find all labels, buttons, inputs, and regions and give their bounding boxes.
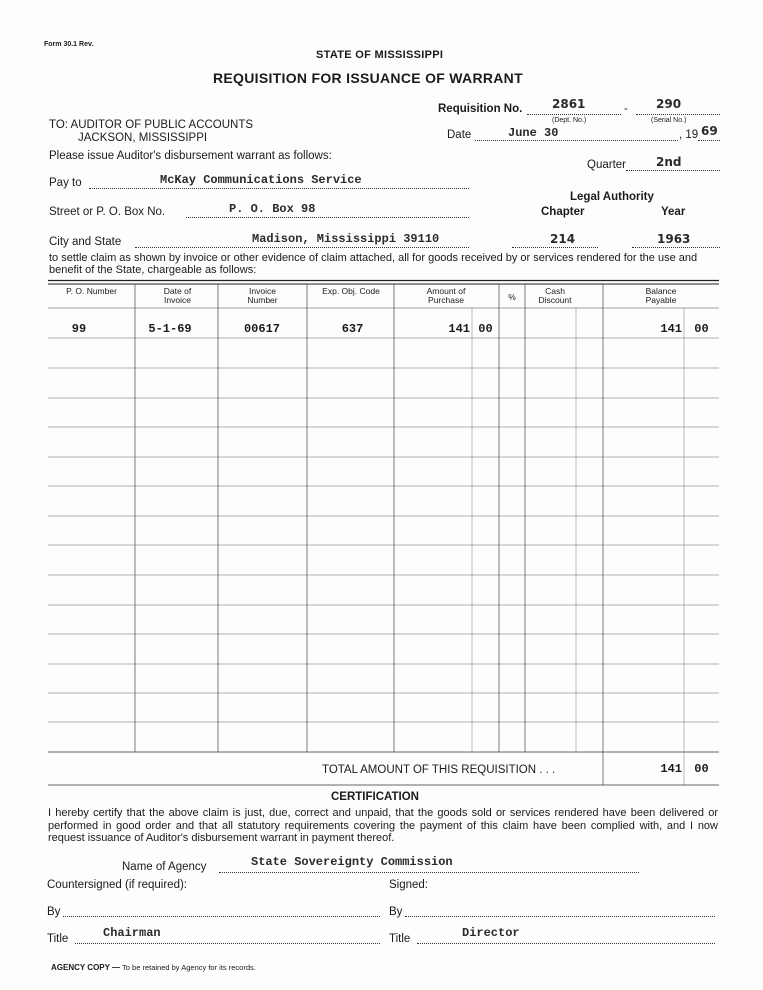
- date-value: June 30: [508, 126, 559, 140]
- title-value-right: Director: [462, 926, 520, 940]
- title-value-left: Chairman: [103, 926, 161, 940]
- title-label-left: Title: [47, 933, 69, 945]
- header-exp-obj-code: Exp. Obj. Code: [322, 286, 380, 296]
- street-value: P. O. Box 98: [229, 202, 316, 216]
- instruction-text: Please issue Auditor's disbursement warrant as follows:: [49, 150, 332, 162]
- cell-balance-dollars: 141: [660, 322, 682, 336]
- city-value: Madison, Mississippi 39110: [252, 232, 440, 246]
- title-label-right: Title: [389, 933, 411, 945]
- agency-value: State Sovereignty Commission: [251, 855, 453, 869]
- serial-number: 290: [656, 97, 682, 111]
- signed-label: Signed:: [389, 879, 429, 891]
- cell-exp-obj-code: 637: [341, 322, 364, 336]
- cell-balance-cents: 00: [694, 322, 709, 336]
- pay-to-label: Pay to: [49, 177, 82, 189]
- total-cents: 00: [694, 762, 709, 776]
- dept-caption: (Dept. No.): [552, 117, 587, 124]
- form-title: REQUISITION FOR ISSUANCE OF WARRANT: [213, 70, 523, 86]
- footer-rest: To be retained by Agency for its records.: [122, 963, 256, 972]
- cell-po-number: 99: [71, 322, 87, 336]
- date-label: Date: [447, 129, 472, 141]
- year-value: 69: [701, 124, 718, 138]
- header-amount-of-purchase: Amount of Purchase: [426, 286, 466, 305]
- header-percent: %: [508, 292, 516, 302]
- settle-text: to settle claim as shown by invoice or other evidence of claim attached, all for goods received by or services rendered for the use and benefit of the State, chargeable as follows:: [49, 252, 698, 276]
- year-prefix: , 19: [679, 129, 699, 141]
- to-line-2: JACKSON, MISSISSIPPI: [78, 132, 208, 144]
- quarter-label: Quarter: [587, 159, 626, 171]
- cell-amount-dollars: 141: [448, 322, 470, 336]
- countersigned-label: Countersigned (if required):: [47, 879, 187, 891]
- header-invoice-number: Invoice Number: [247, 286, 278, 305]
- certification-title: CERTIFICATION: [331, 791, 419, 803]
- cell-date-of-invoice: 5-1-69: [148, 322, 192, 336]
- requisition-dash: -: [624, 103, 628, 115]
- footer-note: [51, 963, 256, 972]
- chapter-label: Chapter: [541, 206, 585, 218]
- legal-authority-label: Legal Authority: [570, 191, 654, 203]
- street-label: Street or P. O. Box No.: [49, 206, 166, 218]
- requisition-label: Requisition No.: [438, 103, 523, 115]
- agency-label: Name of Agency: [122, 861, 207, 873]
- header-balance-payable: Balance Payable: [645, 286, 677, 305]
- quarter-value: 2nd: [656, 155, 682, 169]
- cell-amount-cents: 00: [478, 322, 493, 336]
- year-label: Year: [661, 206, 686, 218]
- pay-to-value: McKay Communications Service: [160, 173, 362, 187]
- to-line-1: TO: AUDITOR OF PUBLIC ACCOUNTS: [49, 119, 254, 131]
- certification-text: I hereby certify that the above claim is just, due, correct and unpaid, that the goods sold or services rendered have been delivered or performed in good order and that all statutory requirements covering the payment of this claim have been complied with, and I now request issuance of Auditor's disbursement warrant in payment thereof.: [48, 807, 718, 844]
- cell-invoice-number: 00617: [243, 322, 280, 336]
- dept-number: 2861: [552, 97, 586, 111]
- by-label-right: By: [389, 906, 403, 918]
- header-po-number: P. O. Number: [66, 286, 117, 296]
- state-heading: STATE OF MISSISSIPPI: [316, 49, 444, 61]
- total-label: TOTAL AMOUNT OF THIS REQUISITION . . .: [322, 764, 556, 776]
- legal-year-value: 1963: [657, 232, 691, 246]
- city-label: City and State: [49, 236, 122, 248]
- total-dollars: 141: [660, 762, 682, 776]
- serial-caption: (Serial No.): [651, 117, 687, 124]
- footer-bold: AGENCY COPY —: [51, 963, 121, 972]
- chapter-value: 214: [550, 232, 576, 246]
- header-cash-discount: Cash Discount: [538, 286, 572, 305]
- header-date-of-invoice: Date of Invoice: [163, 286, 192, 305]
- form-number: Form 30.1 Rev.: [44, 41, 94, 48]
- by-label-left: By: [47, 906, 61, 918]
